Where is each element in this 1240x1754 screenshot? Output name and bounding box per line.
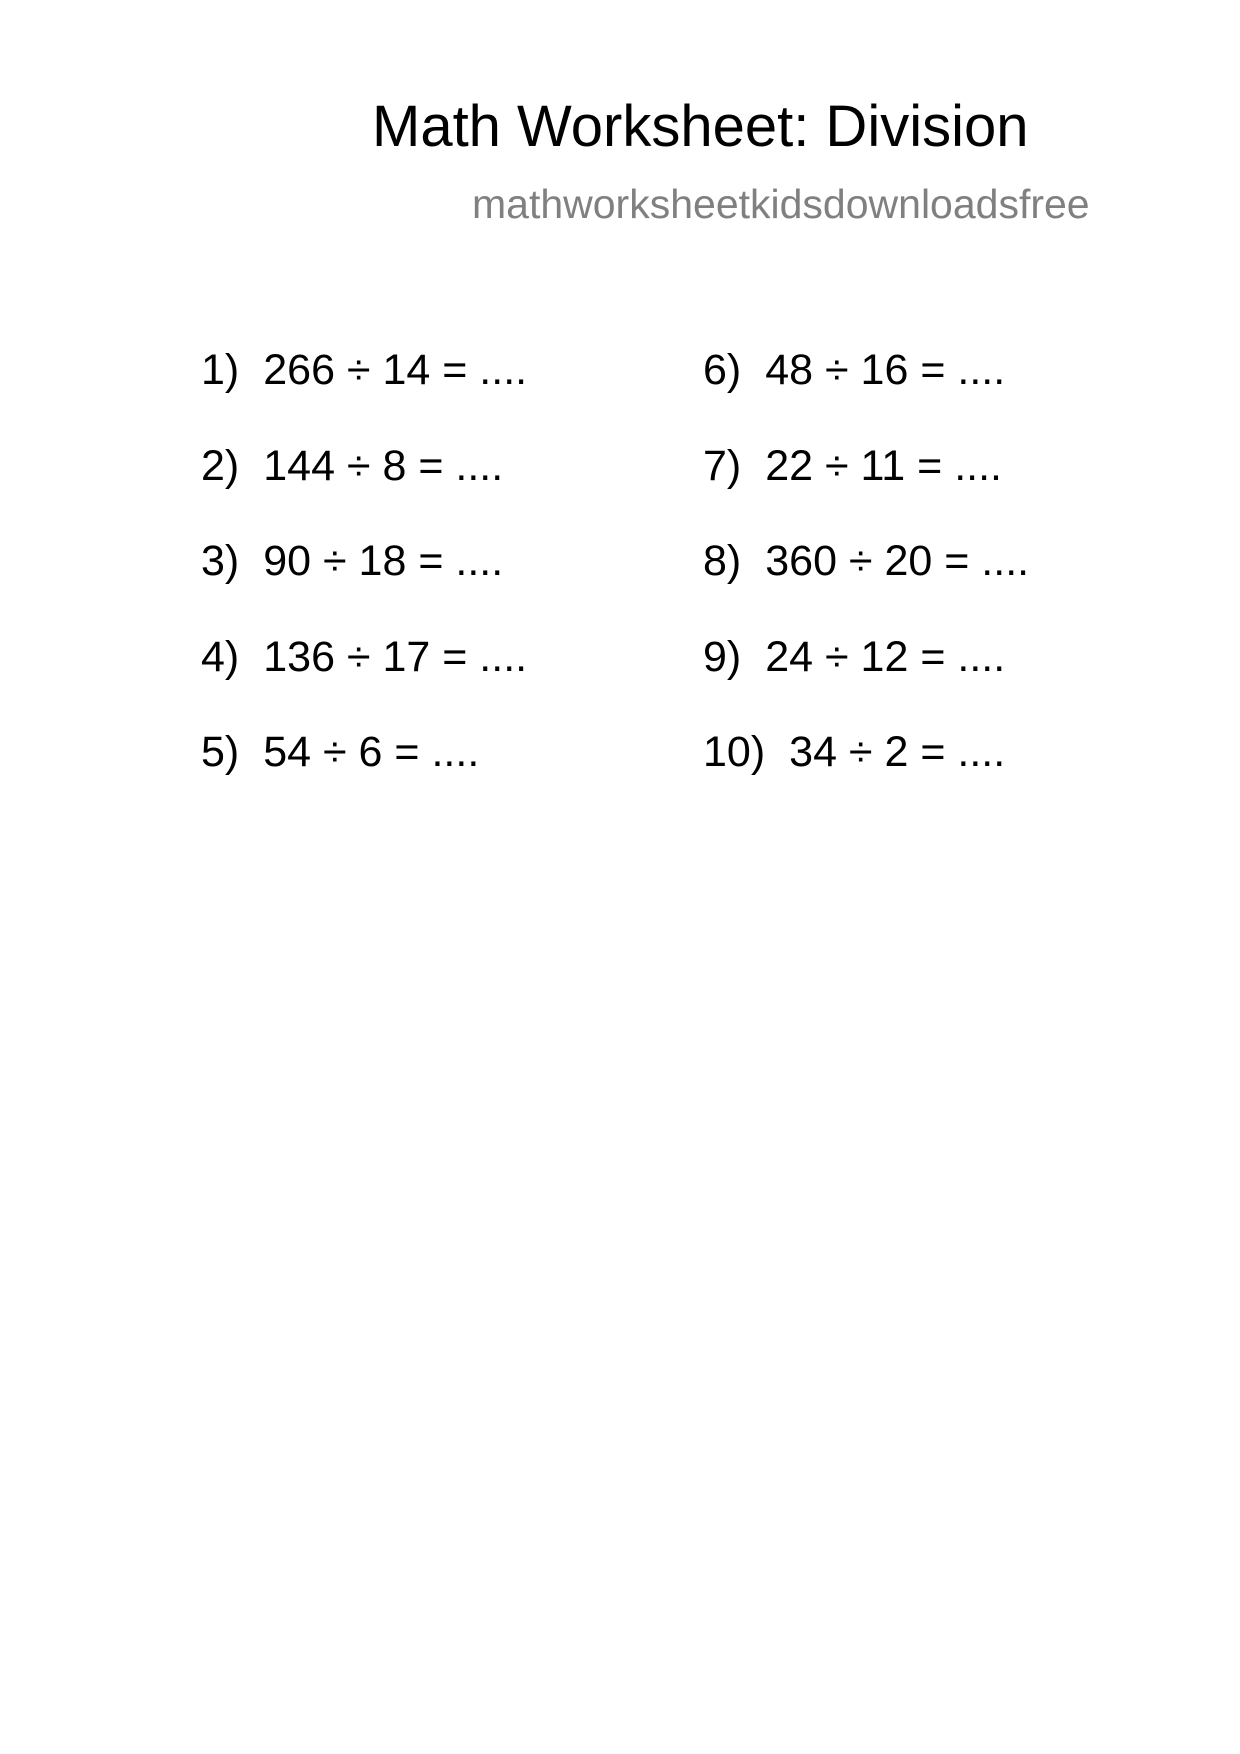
problem-item — [201, 728, 527, 827]
page-subtitle: mathworksheetkidsdownloadsfree — [472, 181, 1090, 227]
problem-expression: 90 ÷ 18 = .... — [263, 537, 504, 585]
problem-expression: 54 ÷ 6 = .... — [263, 728, 480, 776]
problem-expression: 48 ÷ 16 = .... — [765, 346, 1006, 394]
problem-expression: 266 ÷ 14 = .... — [263, 346, 528, 394]
problem-item — [201, 632, 528, 732]
problem-item — [201, 441, 527, 541]
problem-column-left — [201, 346, 528, 827]
problem-number: 7) — [703, 441, 742, 490]
problem-item — [703, 728, 1029, 827]
problem-item — [201, 537, 527, 636]
problem-number: 10) — [703, 728, 766, 776]
problem-number: 8) — [703, 537, 742, 585]
problem-expression: 34 ÷ 2 = .... — [789, 728, 1006, 776]
problem-number: 5) — [201, 728, 240, 776]
problem-number: 1) — [201, 346, 240, 394]
problem-expression: 144 ÷ 8 = .... — [263, 441, 504, 490]
problem-expression: 136 ÷ 17 = .... — [263, 632, 528, 681]
problem-expression: 22 ÷ 11 = .... — [765, 441, 1002, 490]
problem-column-right — [703, 346, 1030, 827]
problem-number: 4) — [201, 632, 240, 681]
problem-expression: 24 ÷ 12 = .... — [765, 632, 1006, 681]
problem-item — [703, 346, 1029, 445]
problem-item — [703, 537, 1030, 636]
problem-number: 6) — [703, 346, 742, 394]
problem-item — [703, 632, 1029, 732]
page-title: Math Worksheet: Division — [372, 94, 1029, 159]
problem-number: 2) — [201, 441, 240, 490]
problem-number: 3) — [201, 537, 240, 585]
problem-item — [201, 346, 528, 445]
problem-number: 9) — [703, 632, 742, 681]
problem-item — [703, 441, 1029, 541]
problem-expression: 360 ÷ 20 = .... — [765, 537, 1030, 585]
